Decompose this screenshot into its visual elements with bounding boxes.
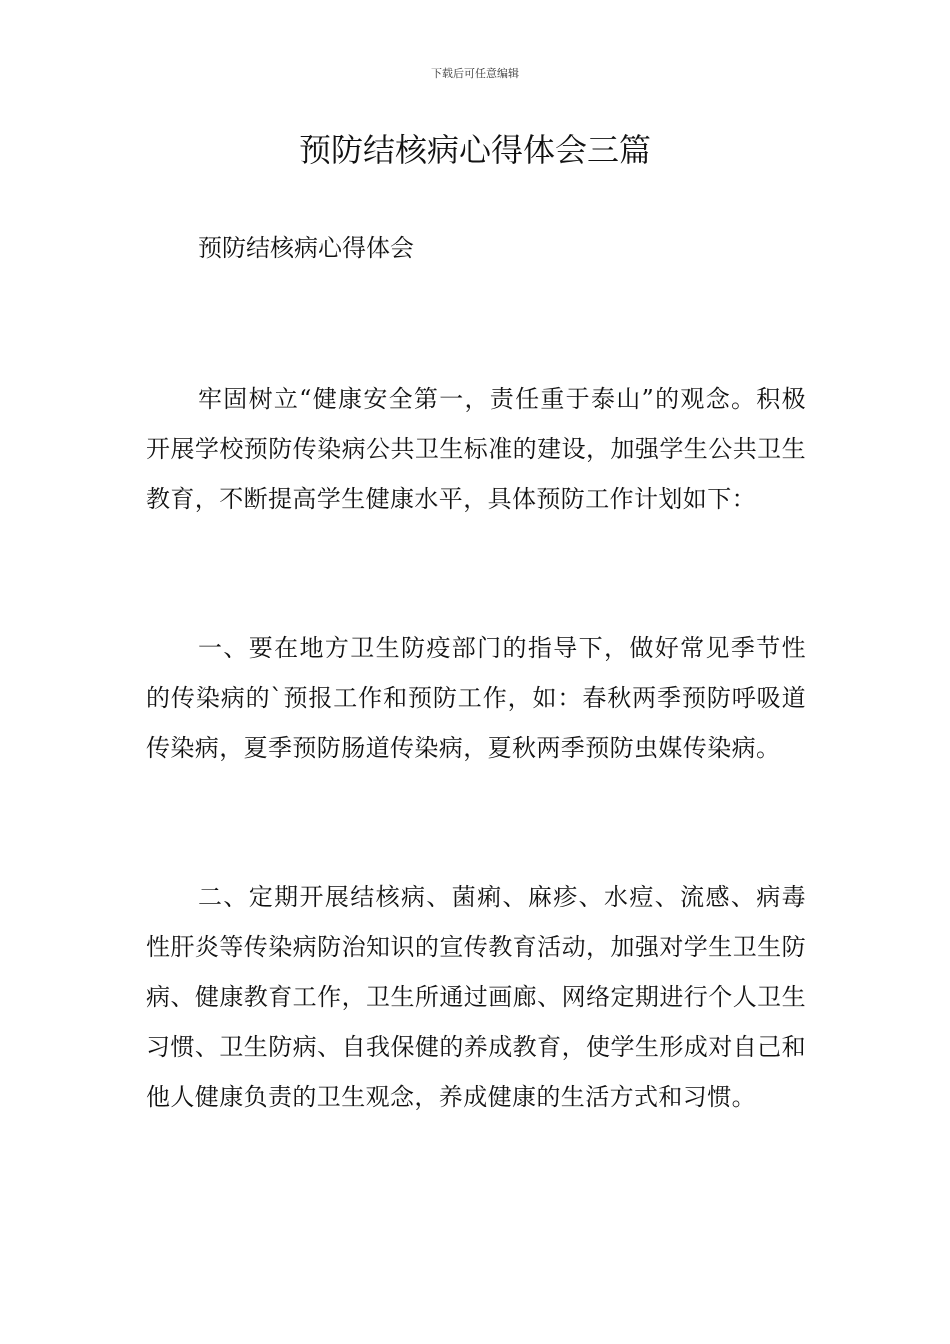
section-subtitle: 预防结核病心得体会: [198, 234, 414, 262]
page-header-note: 下载后可任意编辑: [431, 67, 519, 80]
paragraph-item-one: 一、要在地方卫生防疫部门的指导下，做好常见季节性的传染病的`预报工作和预防工作，如：春秋两季预防呼吸道传染病，夏季预防肠道传染病，夏秋两季预防虫媒传染病。: [146, 634, 806, 762]
document-title: 预防结核病心得体会三篇: [298, 131, 651, 169]
paragraph-item-two: 二、定期开展结核病、菌痢、麻疹、水痘、流感、病毒性肝炎等传染病防治知识的宣传教育活动，加强对学生卫生防病、健康教育工作，卫生所通过画廊、网络定期进行个人卫生习惯、卫生防病、自我保健的养成教育，使学生形成对自己和他人健康负责的卫生观念，养成健康的生活方式和习惯。: [146, 883, 806, 1111]
paragraph-intro: 牢固树立“健康安全第一，责任重于泰山”的观念。积极开展学校预防传染病公共卫生标准的建设，加强学生公共卫生教育，不断提高学生健康水平，具体预防工作计划如下：: [146, 385, 806, 513]
